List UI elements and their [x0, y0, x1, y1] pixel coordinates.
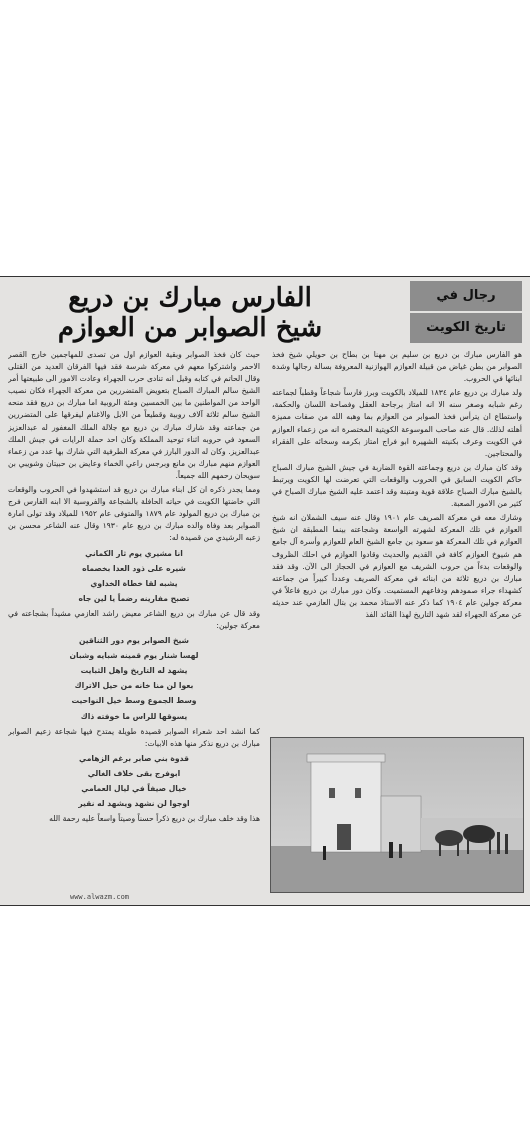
- historic-photo: [270, 737, 524, 893]
- headline-line-2: شيخ الصوابر من العوازم: [57, 313, 323, 343]
- historic-photo-graphic: [271, 738, 523, 892]
- article-column-left: [8, 349, 260, 899]
- paragraph: حيث كان فخذ الصوابر وبقية العوازم اول من تصدى للمهاجمين خارج القصر الاحمر واشتركوا معهم في معركة شرسة فقد فيها الفرقان العديد من القتلى وقال الحاتم في كتابه وقيل انه تنادى حرب الجهراء وعادت الامور الى طبيعتها أمر الشيخ سالم المبارك الصباح بتعويض المتضررين من معركة الجهراء فكان نصيب الواحد من المواطنين ما بين الخمسين ومئة الروبية اما مبارك بن دريع فقد منحه الشيخ سالم ثلاثة آلاف روبية وقطيعاً من الابل والاغنام ليفرقها على المتضررين من جماعته وقد شارك مبارك بن دريع مع جلالة الملك المغفور له عبدالعزيز السعود في حروبه اثناء توحيد المملكة وكان احد حملة الرايات في جيش الملك عبدالعزيز. وكان له الدور البارز في معركة الطرفية التي شارك بها عدد من زعماء العوازم منهم مبارك بن مانع وبرجس راعي الخماء وعايض بن حبيتان وشويبي بن سويحان رحمهم الله جميعاً.: [8, 350, 260, 480]
- paragraph: هو الفارس مبارك بن دريع بن سليم بن مهنا بن بطاح بن حويلي شيخ فخذ الصوابر من بطن غياض من قبيلة العوازم الهوازنية المعروفة بسالة رجالها وشدة ابنائها في الحروب.: [272, 350, 522, 384]
- poem-line: تصبح مفارينه رضماً يا لين جاه: [78, 593, 190, 603]
- paragraph: وقد قال عن مبارك بن دريع الشاعر معيض راشد العازمي مشيداً بشجاعته في معركة جولين:: [8, 608, 260, 630]
- newspaper-clipping: [0, 276, 530, 906]
- poem-line: يسوقها للراس ما خوفته ذاك: [80, 711, 188, 721]
- headline-line-1: الفارس مبارك بن دريع: [68, 283, 312, 313]
- poem-line: بعوا لن منا خانه من حيل الاتراك: [74, 681, 194, 691]
- paragraph: هذا وقد خلف مبارك بن دريع ذكراً حسناً وصيتاً واسعاً عليه رحمة الله: [49, 814, 260, 824]
- poem-line: يشهد له التاريخ واهل الثبايت: [80, 666, 188, 676]
- headline: [0, 277, 400, 347]
- paragraph: ومما يجدر ذكره ان كل ابناء مبارك بن دريع قد استشهدوا في الحروب والوقعات التي خاضتها الكويت في حياته الحافلة بالشجاعة والفروسية الا ابنه الفارس فرج بن مبارك بن دريع المولود عام ١٨٧٩ والمتوفى عام ١٩٥٢ للميلاد وقد تولى امارة الصوابر بعد وفاة والده مبارك بن دريع عام ١٩٣٠ وقال عنه الشاعر محسن بن زعبه الرشيدي من قصيدة له:: [8, 485, 260, 543]
- section-tag-top: رجال في: [410, 281, 522, 311]
- poem-line: شيخ الصوابر يوم دور الثناقين: [78, 636, 190, 646]
- poem-line: وسط الجموع وسط خيل النواحيت: [71, 696, 197, 706]
- paragraph: ولد مبارك بن دريع عام ١٨٣٤ للميلاد بالكويت وبرز فارساً شجاعاً وقطباً لجماعته رغم شبابه وصغر سنه الا انه امتاز برجاحة العقل وفصاحة اللسان والحكمة، واستطاع ان يترأس فخذ الصوابر من العوازم بما وهبه الله من صفات مميزة أهلته لذلك. قال عنه صاحب الموسوعة الكويتية المختصرة انه من زعماء العوازم في الكويت وعرف بكنيته الشهيرة ابو فراج امتاز بكرمه وسخائه على الفقراء والمحتاجين.: [272, 388, 522, 458]
- poem-line: قدوة بني صابر برغم الزهامي: [79, 753, 189, 763]
- poem-line: اوجوا لن نشهد ويشهد له نقير: [78, 799, 190, 809]
- poem-line: شيره على ذود العدا بخصماه: [82, 563, 186, 573]
- section-tag-bottom: تاريخ الكويت: [410, 313, 522, 343]
- poem-line: انا مشيري يوم ثار الكماني: [85, 548, 183, 558]
- paragraph: وقد كان مبارك بن دريع وجماعته القوة الضاربة في جيش الشيخ مبارك الصباح حاكم الكويت السابق في الحروب والوقعات التي تعرضت لها الكويت ويرتبط بالشيخ مبارك الصباح علاقة قوية ومتينة وقد اعتمد عليه الشيخ مبارك الصباح في كثير من الامور الصعبة.: [272, 462, 522, 509]
- website-credit: www.alwazm.com: [70, 893, 130, 901]
- poem-line: لهسا شنار يوم قمينه شبايه وشبان: [69, 651, 199, 661]
- poem-line: خيال صيفاً في ليال العمامي: [81, 784, 187, 793]
- paragraph: كما انشد احد شعراء الصوابر قصيدة طويلة يمتدح فيها شجاعة زعيم الصوابر مبارك بن دريع نذكر منها هذه الابيات:: [8, 726, 260, 748]
- poem-line: ابوفرج بقى خلاف الغالي: [87, 768, 181, 778]
- paragraph: وشارك معه في معركة الصريف عام ١٩٠١ وقال عنه سيف الشملان انه شيخ العوازم في تلك المعركة لشهرته الواسعة وشجاعته بينما المطبقة ان شيخ العوازم في تلك المعركة هو سعود بن جامع الشيخ العام للعوازم وأسرة آل جامع هم شيوخ العوازم كافة في القديم والحديث وقادوا العوازم في احلك الظروف والوقعات بدءاً من حروب الشريف مع العوازم في الحجاز الى الآن. وقد فقد مبارك بن دريع ثلاثة من ابنائه في معركة الصريف وعدداً كبيراً من جماعته كشهداء جراء صمودهم ودفاعهم المستميت. وكان دور مبارك بن دريع فاعلاً في معركة جولين عام ١٩٠٤ كما ذكر عنه الاستاذ محمد بن بتال العازمي عند حديثه عن معركة الجهراء لقد شهد التاريخ لهذا القائد الفذ: [272, 513, 522, 619]
- article-column-right: [272, 349, 522, 741]
- poem-line: يشبه لقا خطاة الخداوي: [90, 578, 178, 588]
